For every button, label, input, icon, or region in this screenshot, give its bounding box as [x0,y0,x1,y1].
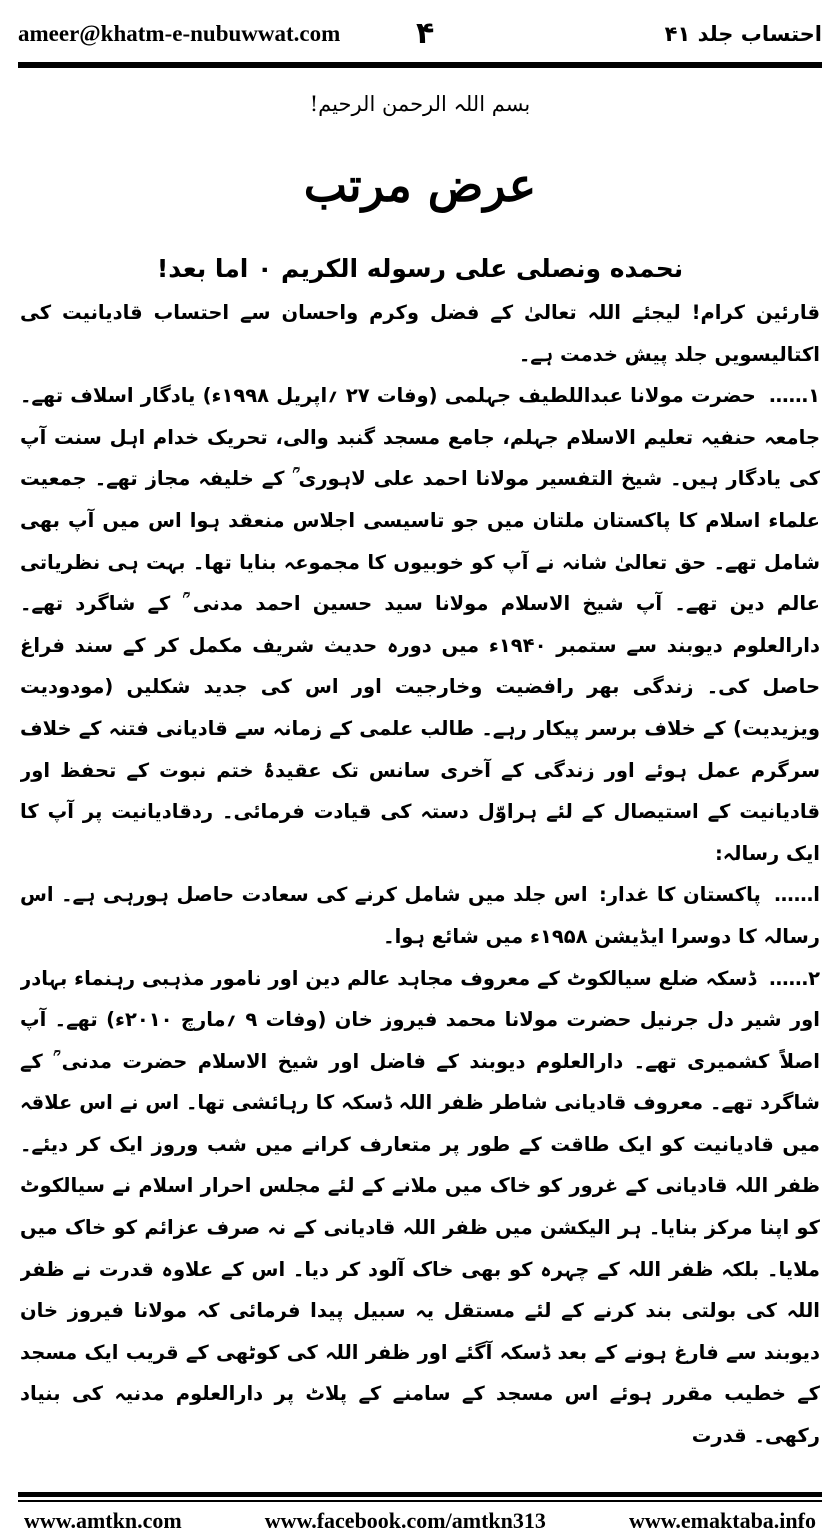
item-text: ڈسکہ ضلع سیالکوٹ کے معروف مجاہد عالم دین اور نامور مذہبی رہنماء بہادر اور شیر دل جرنیل حضرت مولانا محمد فیروز خان (وفات ۹ ؍مارچ ۲۰۱۰ء) تھے۔ آپ اصلاً کشمیری تھے۔ دارالعلوم دیوبند کے فاضل اور شیخ الاسلام حضرت مدنی ؒ کے شاگرد تھے۔ معروف قادیانی شاطر ظفر اللہ ڈسکہ کا رہائشی تھا۔ اس نے اس علاقہ میں قادیانیت کو ایک طاقت کے طور پر متعارف کرانے میں شب وروز ایک کر دیئے۔ ظفر اللہ قادیانی کے غرور کو خاک میں ملانے کے لئے مجلس احرار اسلام نے سیالکوٹ کو اپنا مرکز بنایا۔ ہر الیکشن میں ظفر اللہ قادیانی کے نہ صرف عزائم کو خاک میں ملایا۔ بلکہ ظفر اللہ کے چہرہ کو بھی خاک آلود کر دیا۔ اس کے علاوہ قدرت نے ظفر اللہ کی بولتی بند کرنے کے لئے مستقل یہ سبیل پیدا فرمائی کہ مولانا فیروز خان دیوبند سے فارغ ہونے کے بعد ڈسکہ آگئے اور ظفر اللہ کی کوٹھی کے قریب ایک مسجد کے خطیب مقرر ہوئے اس مسجد کے سامنے کے پلاٹ پر دارالعلوم مدنیہ کی بنیاد رکھی۔ قدرت [20,966,820,1448]
footer-rule [18,1492,822,1497]
running-title: احتساب جلد ۴۱ [664,22,822,46]
header-rule [18,62,822,68]
item-paragraph [20,375,820,874]
subitem-text: اس جلد میں شامل کرنے کی سعادت حاصل ہورہی ہے۔ اس رسالہ کا دوسرا ایڈیشن ۱۹۵۸ء میں شائع ہوا۔ [20,883,820,948]
footer-link-facebook[interactable]: www.facebook.com/amtkn313 [264,1508,546,1533]
page-header [18,14,822,54]
footer-rule-thin [18,1500,822,1502]
page-number: ۴ [416,16,435,51]
bismillah: بسم اللہ الرحمن الرحیم! [309,92,531,116]
page-title: عرض مرتب [303,158,537,212]
item-paragraph [20,958,820,1457]
footer-link-emaktaba[interactable]: www.emaktaba.info [628,1508,816,1533]
item-marker: ۲…… [769,966,820,990]
intro-paragraph: قارئین کرام! لیجئے اللہ تعالیٰ کے فضل وکرم واحسان سے احتساب قادیانیت کی اکتالیسویں جلد پیش خدمت ہے۔ [20,301,820,366]
item-text: حضرت مولانا عبداللطیف جہلمی (وفات ۲۷ ؍اپریل ۱۹۹۸ء) یادگار اسلاف تھے۔ جامعہ حنفیہ تعلیم الاسلام جہلم، جامع مسجد گنبد والی، تحریک خدام اہل سنت آپ کی یادگار ہیں۔ شیخ التفسیر مولانا احمد علی لاہوری ؒ کے خلیفہ مجاز تھے۔ جمعیت علماء اسلام کا پاکستان ملتان میں جو تاسیسی اجلاس منعقد ہوا اس میں آپ بھی شامل تھے۔ حق تعالیٰ شانہ نے آپ کو خوبیوں کا مجموعہ بنایا تھا۔ بہت ہی نظریاتی عالم دین تھے۔ آپ شیخ الاسلام مولانا سید حسین احمد مدنی ؒ کے شاگرد تھے۔ دارالعلوم دیوبند سے ستمبر ۱۹۴۰ء میں دورہ حدیث شریف مکمل کر کے سند فراغ حاصل کی۔ زندگی بھر رافضیت وخارجیت اور اس کی جدید شکلیں (مودودیت ویزیدیت) کے خلاف برسر پیکار رہے۔ طالب علمی کے زمانہ سے قادیانی فتنہ کے خلاف سرگرم عمل ہوئے اور زندگی کے آخری سانس تک عقیدۂ ختم نبوت کے تحفظ اور قادیانیت کے استیصال کے لئے ہراوّل دستہ کی قیادت فرمائی۔ ردقادیانیت پر آپ کا ایک رسالہ: [20,384,820,865]
book-title: پاکستان کا غدار: [599,883,761,907]
body-text [20,292,820,1480]
subitem-marker: ا…… [774,883,820,907]
footer-link-amtkn[interactable]: www.amtkn.com [24,1508,182,1533]
subitem-paragraph [20,874,820,957]
opening-line: نحمده ونصلی علی رسوله الکریم ۰ اما بعد! [156,254,684,283]
page-footer [24,1506,816,1536]
item-marker: ۱…… [769,384,820,408]
header-email: ameer@khatm-e-nubuwwat.com [18,21,341,46]
